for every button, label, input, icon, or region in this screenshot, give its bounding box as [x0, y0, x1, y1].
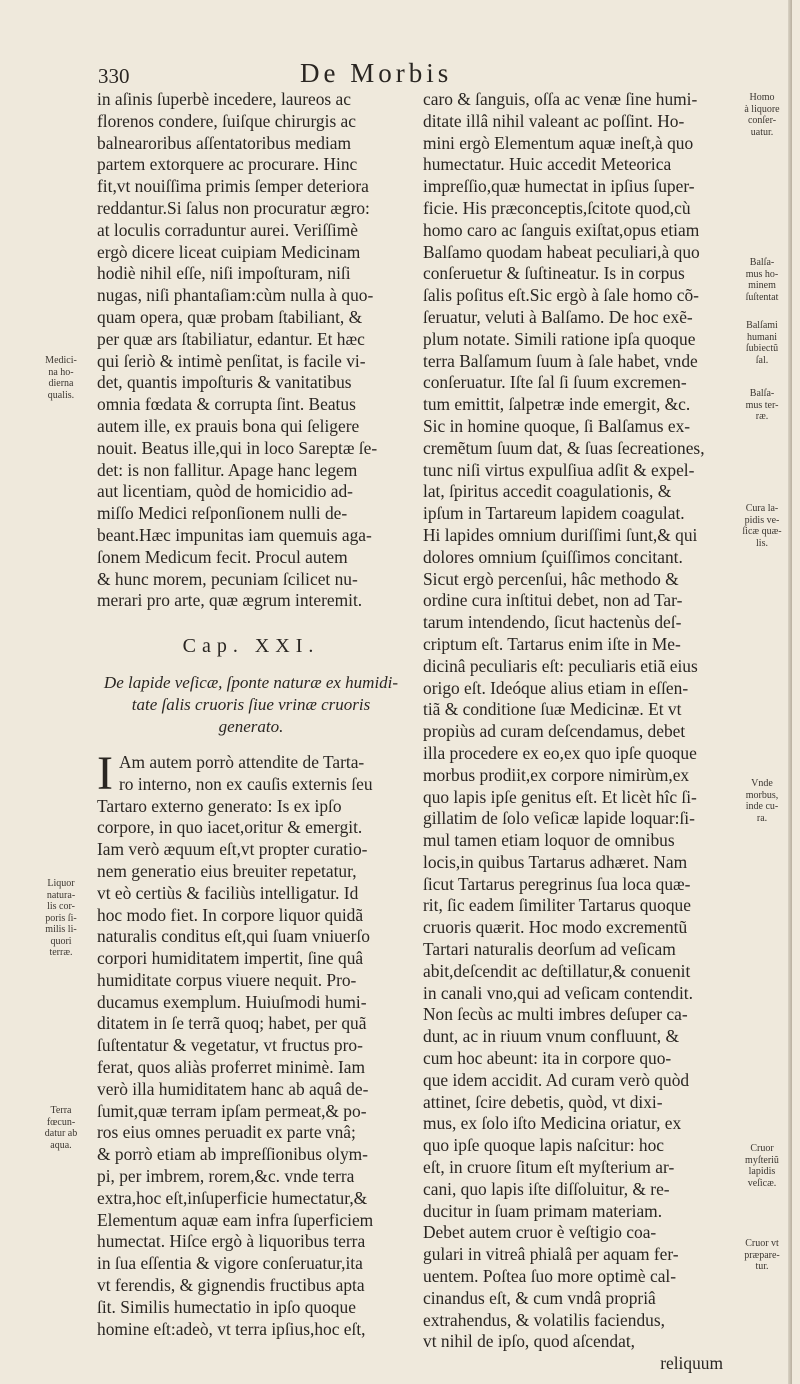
text-line: ſeruatur, veluti à Balſamo. De hoc exẽ- [423, 306, 693, 327]
margin-note-line: à liquore [744, 103, 780, 115]
chapter-title-line: generato. [218, 716, 284, 736]
margin-note-line: na ho- [48, 366, 74, 378]
margin-note-medicina [35, 355, 87, 401]
text-line: mul tamen etiam loquor de omnibus [423, 830, 675, 851]
text-line: uentem. Poſtea ſuo more optimè cal- [423, 1266, 677, 1287]
text-line: mus, ex ſolo iſto Medicina oriatur, ex [423, 1113, 682, 1134]
text-line: nugas, niſi phantaſiam:cùm nulla à quo- [97, 285, 374, 306]
text-line: hoc modo fiet. In corpore liquor quidã [97, 904, 364, 925]
margin-note-balsamus-terrae [735, 388, 789, 423]
left-column [97, 89, 405, 1340]
margin-note-line: morbus, [745, 789, 779, 801]
text-line: qui ſeriò & intimè penſitat, is facile vi- [97, 350, 366, 371]
margin-note-homo [735, 92, 789, 138]
text-line: criptum eſt. Tartarus enim iſte in Me- [423, 633, 681, 654]
text-line: Iam verò æquum eſt,vt propter curatio- [97, 839, 368, 860]
text-line: humectat. Hiſce ergò à liquoribus terra [97, 1231, 366, 1252]
text-line: det: is non fallitur. Apage hanc legem [97, 459, 358, 480]
text-line: lat, ſpiritus accedit coagulationis, & [423, 481, 672, 502]
text-line: Sicut ergò percenſui, hâc methodo & [423, 568, 679, 589]
running-title: De Morbis [300, 58, 453, 88]
text-line: cum hoc abeunt: ita in corpore quo- [423, 1048, 672, 1069]
text-line: dolores omnium ſçuiſſimos concitant. [423, 546, 683, 567]
text-line: naturalis conditus eſt,qui ſuam vniuerſo [97, 926, 370, 947]
text-line: origo eſt. Ideóque alius etiam in eſſen- [423, 677, 689, 698]
text-line: ro interno, non ex cauſis externis ſeu [118, 773, 373, 794]
text-line: mini ergò Elementum aquæ ineſt,à quo [423, 132, 694, 153]
text-line: & hunc morem, pecuniam ſcilicet nu- [97, 568, 358, 589]
text-line: in aſinis ſuperbè incedere, laureos ac [97, 89, 351, 109]
text-line: Am autem porrò attendite de Tarta- [118, 751, 365, 772]
text-line: autem ille, ex prauis bona qui ſeligere [97, 415, 360, 436]
margin-note-line: lapidis [748, 1166, 776, 1177]
margin-note-line: ſal. [755, 354, 769, 366]
text-line: fit,vt nouiſſima primis ſemper deteriora [97, 176, 369, 197]
margin-note-line: Homo [749, 92, 775, 103]
chapter-title-line: tate ſalis cruoris ſiue vrinæ cruoris [131, 694, 371, 714]
text-line: aut licentiam, quòd de homicidio ad- [97, 481, 353, 502]
text-line: plum notate. Simili ratione ipſa quoque [423, 328, 696, 349]
chapter-heading: Cap. XXI. [182, 635, 320, 658]
text-line: humiditate corpus viuere nequit. Pro- [97, 969, 357, 990]
margin-note-line: Terra [50, 1105, 72, 1116]
chapter-opening [97, 752, 405, 1341]
text-line: ficie. His præconceptis,ſcitote quod,cù [423, 197, 691, 218]
text-line: ſicut Tartarus peregrinus ſua loca quæ- [423, 873, 691, 894]
text-line: beant.Hæc impunitas iam quemuis aga- [97, 524, 372, 545]
margin-note-line: datur ab [44, 1128, 78, 1139]
text-line: Tartari naturalis deorſum ad veſicam [423, 939, 676, 960]
text-line: florenos condere, ſuiſque chirurgis ac [97, 110, 356, 131]
margin-note-cruor-mysterium [735, 1143, 789, 1189]
margin-note-line: minem [748, 280, 776, 291]
margin-note-line: aqua. [50, 1139, 72, 1151]
text-line: quo lapis ipſe genitus eſt. Et licèt hîc ſi- [423, 786, 697, 807]
text-line: Debet autem cruor è veſtigio coa- [423, 1222, 657, 1243]
text-line: corpori humiditatem impertit, ſine quâ [97, 948, 364, 969]
text-line: cinandus eſt, & cum vndâ propriâ [423, 1287, 656, 1308]
drop-capital: I [97, 751, 113, 800]
text-line: Non ſecùs ac multi imbres deſuper ca- [423, 1004, 688, 1025]
chapter-title [97, 672, 405, 738]
margin-note-line: pidis ve- [744, 514, 780, 526]
text-line: corpore, in quo iacet,oritur & emergit. [97, 817, 363, 838]
text-line: abit,deſcendit ac deſtillatur,& conuenit [423, 960, 691, 981]
text-line: miſſo Medici reſponſionem nulli de- [97, 503, 348, 524]
text-line: caro & ſanguis, oſſa ac venæ ſine humi- [423, 89, 698, 109]
margin-note-balsamus-hominem [735, 257, 789, 303]
margin-note-line: Medici- [45, 355, 77, 366]
text-line: rit, ſic eadem ſimiliter Tartarus quoque [423, 895, 691, 916]
margin-note-line: præpare- [744, 1249, 780, 1261]
chapter-title-line: De lapide veſicæ, ſponte naturæ ex humidi- [103, 672, 399, 692]
text-line: ſuſtentatur & vegetatur, vt fructus pro- [97, 1035, 363, 1056]
text-line: Sic in homine quoque, ſi Balſamus ex- [423, 415, 691, 436]
text-line: & porrò etiam ab impreſſionibus olym- [97, 1144, 368, 1165]
margin-note-line: Balſa- [749, 388, 775, 399]
text-line: dicinâ peculiaris eſt: peculiaris etiã eius [423, 655, 698, 676]
text-line: homo caro ac ſanguis exiſtat,opus etiam [423, 219, 700, 240]
margin-note-line: mus ter- [745, 399, 779, 411]
text-line: terra Balſamum ſuum à ſale habet, vnde [423, 350, 698, 371]
margin-note-line: inde cu- [745, 801, 779, 812]
text-line: gulari in vitreâ phialâ per aquam fer- [423, 1244, 679, 1265]
text-line: per quæ ars ſtabiliatur, edantur. Et hæc [97, 328, 365, 349]
text-line: extrahendus, & volatilis faciendus, [423, 1309, 665, 1330]
text-line: Hi lapides omnium duriſſimi ſunt,& qui [423, 524, 698, 545]
text-line: reddantur.Si ſalus non procuratur ægro: [97, 197, 370, 218]
text-line: at loculis corraduntur aurei. Veriſſimè [97, 219, 358, 240]
text-line: ſalis poſitus eſt.Sic ergò à ſale homo cõ- [423, 285, 699, 306]
text-line: pi, per imbrem, rorem,&c. vnde terra [97, 1166, 355, 1187]
text-line: tarum intendendo, ſicut hactenùs deſ- [423, 612, 682, 633]
text-line: nem generatio eius breuiter repetatur, [97, 860, 357, 881]
text-line: cani, quo lapis iſte diſſoluitur, & re- [423, 1178, 670, 1199]
margin-note-line: ræ. [755, 411, 769, 422]
text-line: Tartaro externo generato: Is ex ipſo [97, 795, 342, 816]
text-line: vt ferendis, & gignendis fructibus apta [97, 1275, 365, 1296]
text-line: merari pro arte, quæ ægrum interemit. [97, 590, 363, 611]
margin-note-line: milis li- [45, 924, 77, 935]
text-line: hodiè nihil eſſe, niſi impoſturam, niſi [97, 263, 351, 284]
text-line: vt eò certiùs & faciliùs intelligatur. Id [97, 882, 359, 903]
margin-note-line: Cruor vt [745, 1238, 779, 1249]
margin-note-line: fœcun- [46, 1116, 76, 1128]
margin-note-cura [735, 503, 789, 549]
page-header [98, 58, 698, 90]
margin-note-line: poris ſi- [45, 912, 77, 924]
text-line: tunc niſi virtus expulſiua adſit & expel- [423, 459, 695, 480]
margin-note-line: lis. [756, 537, 768, 549]
text-line: vt nihil de ipſo, quod aſcendat, [423, 1331, 636, 1352]
text-line: cruoris quærit. Hoc modo excrementũ [423, 917, 688, 938]
text-line: balnearoribus aſſentatoribus mediam [97, 132, 352, 153]
margin-note-line: myſteriũ [745, 1154, 779, 1166]
margin-note-balsami [735, 320, 789, 366]
margin-note-line: Balſa- [749, 257, 775, 268]
margin-note-line: ſicæ quæ- [742, 526, 782, 537]
text-line: nouit. Beatus ille,qui in loco Sareptæ ſe- [97, 437, 378, 458]
text-line: tiã & conditione ſuæ Medicinæ. Et vt [423, 699, 682, 720]
text-line: ditate illâ nihil valeant ac poſſint. Ho- [423, 110, 685, 131]
text-line: Elementum aquæ eam infra ſuperficiem [97, 1209, 374, 1230]
text-line: partem extorquere ac procurare. Hinc [97, 154, 358, 175]
left-column-text-top [97, 89, 405, 612]
margin-note-line: Balſami [746, 320, 778, 331]
margin-note-line: Vnde [751, 778, 773, 789]
margin-note-line: mus ho- [745, 268, 779, 280]
left-column-text-bottom [97, 752, 405, 1341]
text-line: ſit. Similis humectatio in ipſo quoque [97, 1296, 356, 1317]
text-line: impreſſio,quæ humectat in ipſius ſuper- [423, 176, 695, 197]
text-line: morbus prodiit,ex corpore nimirùm,ex [423, 764, 690, 785]
margin-note-line: ra. [756, 812, 768, 824]
text-line: cremẽtum ſuum dat, & ſuas ſecreationes, [423, 437, 705, 458]
text-line: conſeruatur. Iſte ſal ſi ſuum excremen- [423, 372, 687, 393]
text-line: propiùs ad curam deſcendamus, debet [423, 721, 686, 742]
text-line: ros eius omnes peruadit ex parte vnâ; [97, 1122, 356, 1143]
margin-note-line: Cura la- [745, 503, 779, 514]
text-line: locis,in quibus Tartarus adhæret. Nam [423, 851, 688, 872]
page-number: 330 [98, 64, 130, 88]
text-line: humectatur. Huic accedit Meteorica [423, 154, 672, 175]
right-column-text [423, 89, 723, 1353]
margin-note-line: conſer- [747, 115, 777, 126]
text-line: in canali vno,qui ad veſicam contendit. [423, 982, 693, 1003]
margin-note-line: veſicæ. [747, 1177, 777, 1189]
margin-note-line: ſubiectũ [745, 343, 779, 354]
text-line: eſt, in cruore ſitum eſt myſterium ar- [423, 1157, 675, 1178]
catchword: reliquum [660, 1353, 723, 1374]
text-line: omnia fœdata & corrupta ſint. Beatus [97, 394, 356, 415]
margin-note-line: humani [747, 331, 777, 343]
margin-note-line: quori [50, 935, 72, 947]
text-line: dunt, ac in riuum vnum confluunt, & [423, 1026, 679, 1047]
text-line: ordine cura inſtitui debet, non ad Tar- [423, 590, 683, 611]
margin-note-line: qualis. [47, 389, 75, 401]
margin-note-cruor-praeparetur [735, 1238, 789, 1273]
text-line: ditatem in ſe terrã quoq; habet, per quã [97, 1013, 367, 1034]
text-line: ducitur in ſuam primam materiam. [423, 1200, 663, 1221]
right-column [423, 89, 723, 1375]
text-line: conſeruetur & ſuſtineatur. Is in corpus [423, 263, 685, 284]
text-line: ferat, quos aliàs proferret minimè. Iam [97, 1057, 366, 1078]
text-line: ſonem Medicum fecit. Procul autem [97, 546, 348, 567]
margin-note-line: terræ. [49, 947, 73, 958]
margin-note-line: natura- [46, 889, 76, 901]
text-line: ipſum in Tartareum lapidem coagulat. [423, 503, 685, 524]
text-line: ergò dicere liceat cuipiam Medicinam [97, 241, 361, 262]
text-line: homine eſt:adeò, vt terra ipſius,hoc eſt, [97, 1318, 366, 1339]
text-line: tum emittit, ſalpetræ inde emergit, &c. [423, 394, 691, 415]
text-line: extra,hoc eſt,inſuperficie humectatur,& [97, 1187, 368, 1208]
text-line: in ſua eſſentia & vigore conſeruatur,ita [97, 1253, 363, 1274]
margin-note-line: dierna [48, 378, 74, 389]
text-line: ſumit,quæ terram ipſam permeat,& po- [97, 1100, 367, 1121]
margin-note-line: tur. [755, 1261, 769, 1272]
text-line: ducamus exemplum. Huiuſmodi humi- [97, 991, 367, 1012]
margin-note-line: lis cor- [47, 901, 75, 912]
margin-note-line: ſuſtentat [745, 291, 779, 303]
text-line: illa procedere ex eo,ex quo ipſe quoque [423, 742, 697, 763]
margin-note-vnde [735, 778, 789, 824]
text-line: det, quantis impoſturis & vanitatibus [97, 372, 352, 393]
text-line: attinet, ſcire debetis, quòd, vt dixi- [423, 1091, 663, 1112]
margin-note-liquor [35, 878, 87, 959]
margin-note-line: Cruor [750, 1143, 774, 1154]
text-line: gillatim de ſolo veſicæ lapide loquar:ſi- [423, 808, 695, 829]
margin-note-terra [35, 1105, 87, 1151]
text-line: que idem accidit. Ad curam verò quòd [423, 1069, 690, 1090]
text-line: verò illa humiditatem hanc ab aquâ de- [97, 1078, 369, 1099]
margin-note-line: uatur. [750, 126, 774, 138]
text-line: quo ipſe quoque lapis naſcitur: hoc [423, 1135, 664, 1156]
margin-note-line: Liquor [47, 878, 75, 889]
text-line: Balſamo quodam habeat peculiari,à quo [423, 241, 700, 262]
text-line: quam opera, quæ probam ſtabiliant, & [97, 306, 363, 327]
